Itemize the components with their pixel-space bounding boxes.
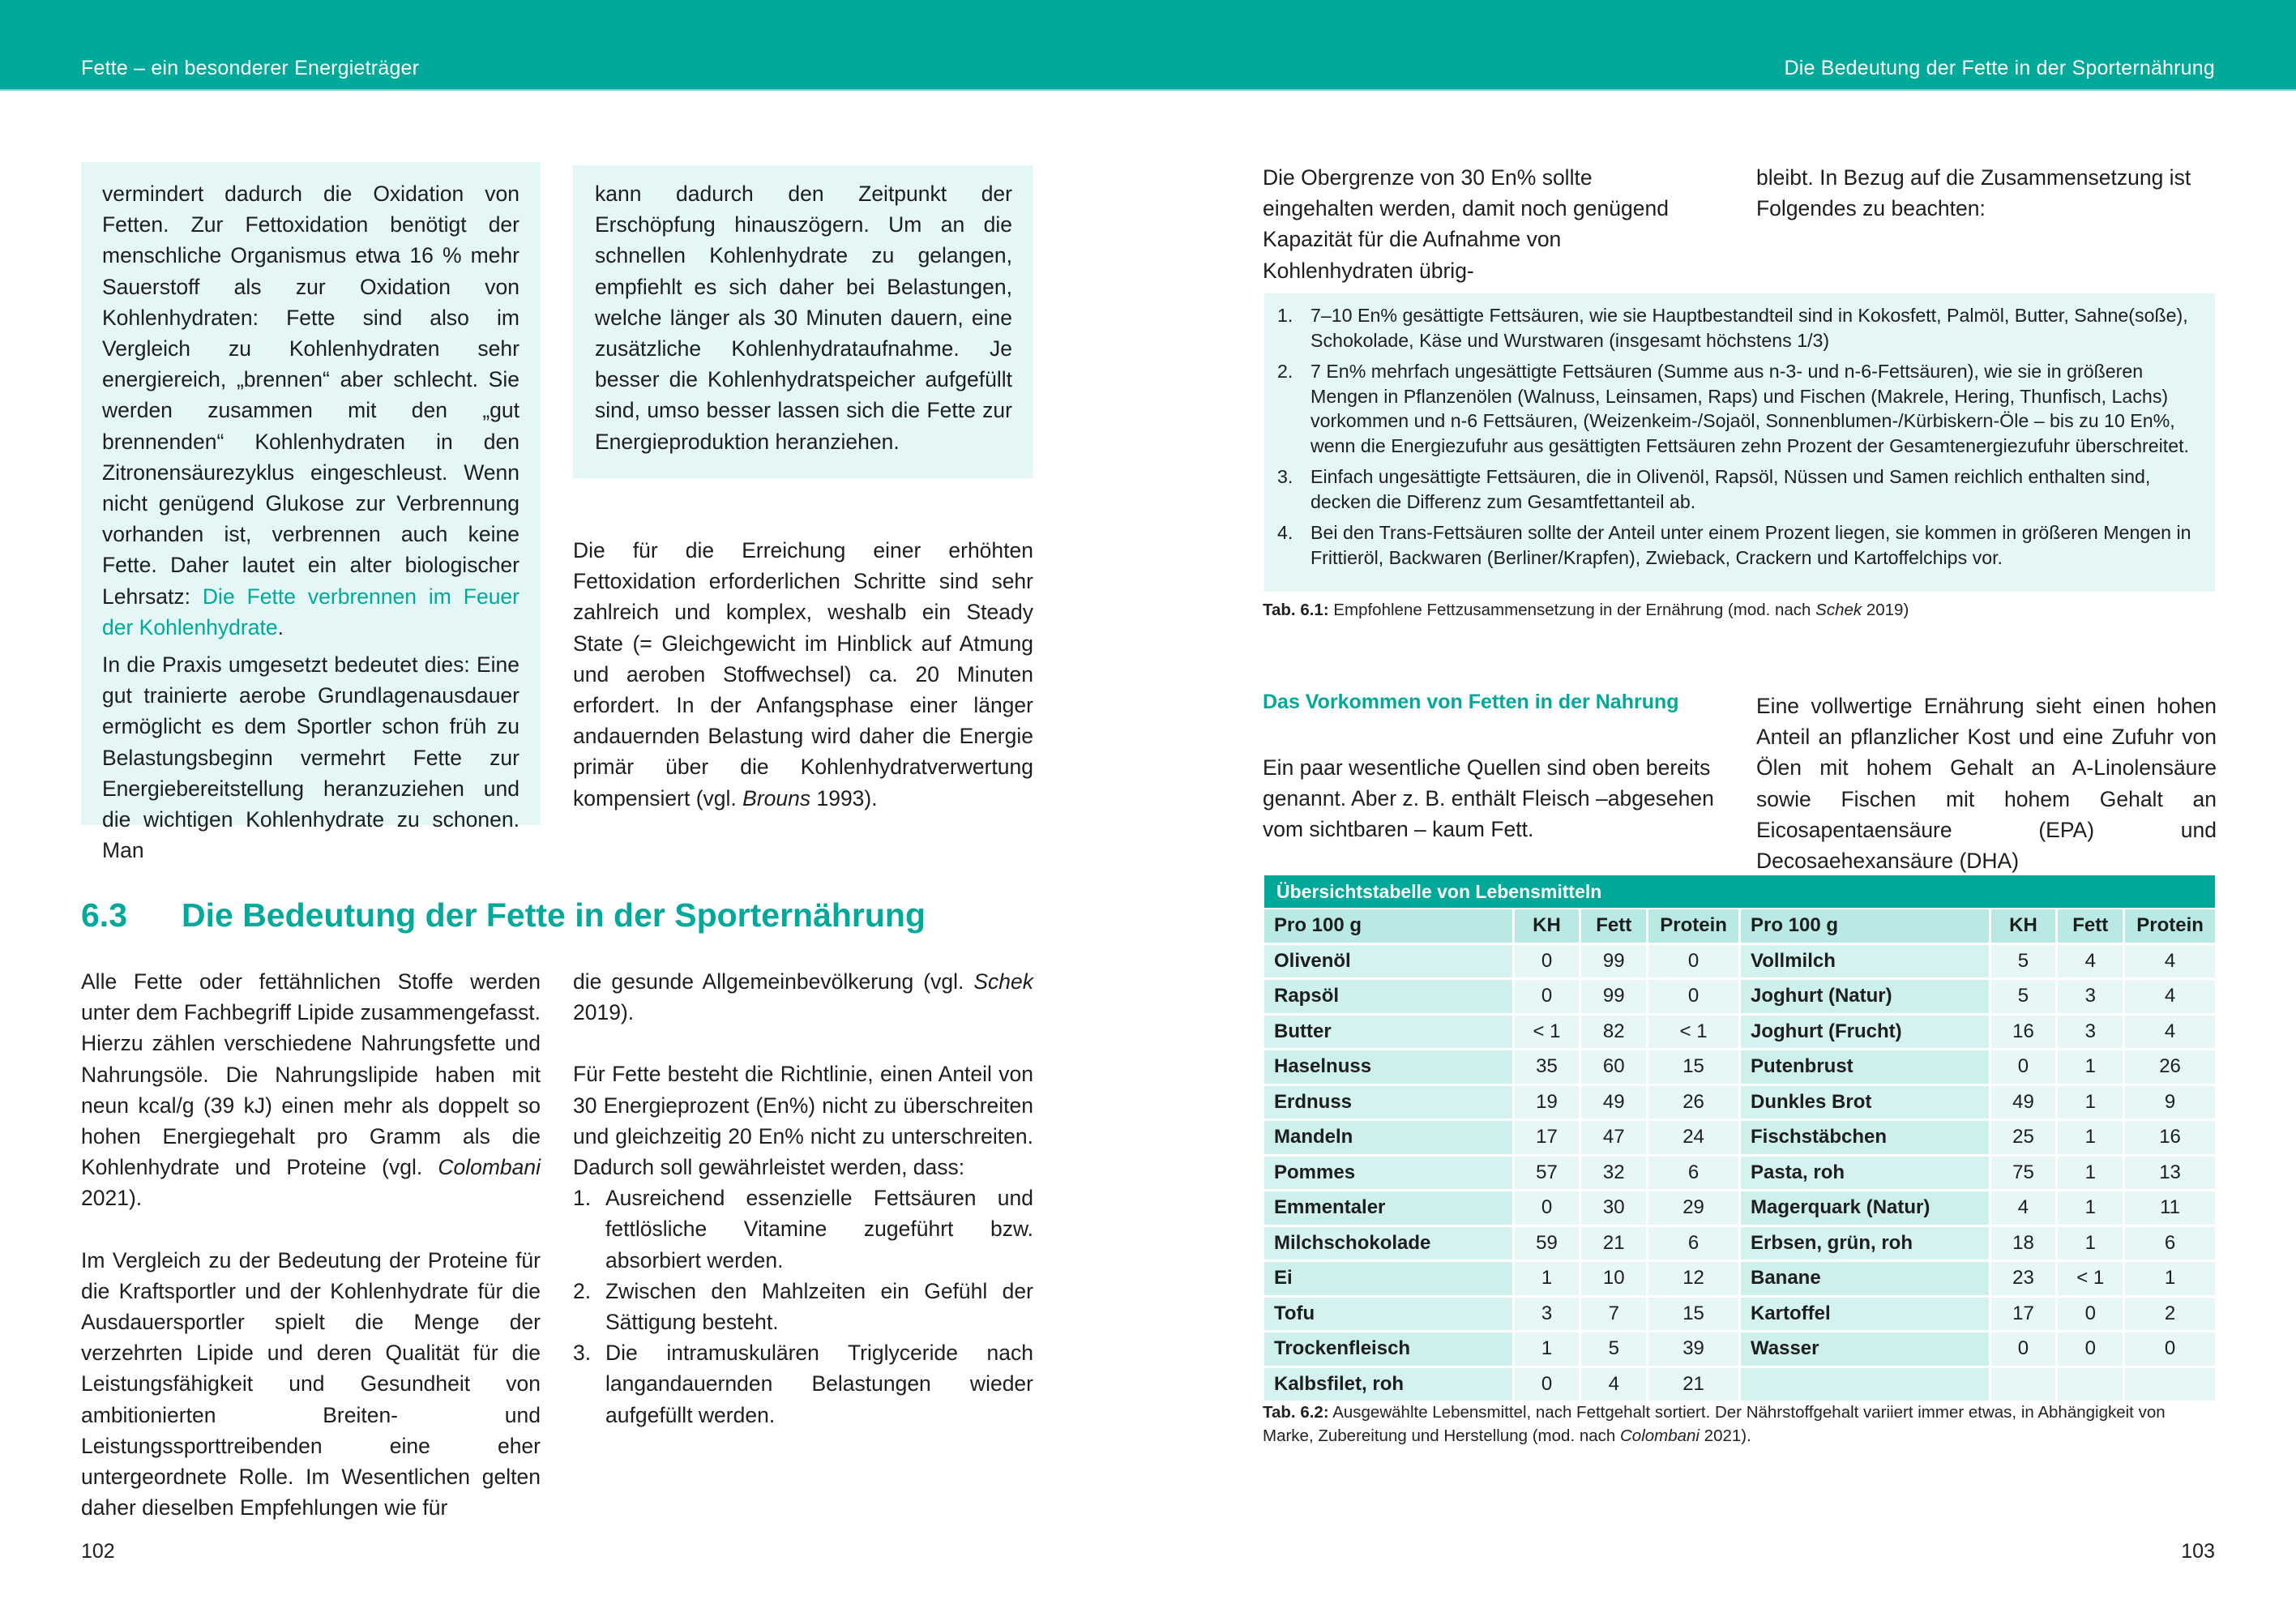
kh-cell: 0 [1515,980,1580,1013]
kh-cell: < 1 [1515,1016,1580,1049]
protein-cell: 16 [2125,1121,2215,1154]
kh-cell: 3 [1515,1298,1580,1331]
page-number-left: 102 [81,1540,115,1563]
col-header-fett: Fett [2058,909,2123,943]
list-item: 1. Ausreichend essenzielle Fettsäuren und fettlösliche Vitamine zugeführt bzw. absorbiert werden. [573,1186,1033,1272]
paragraph: die gesunde Allgemeinbevölkerung (vgl. Schek 2019). [573,969,1033,1025]
kh-cell: 0 [1991,1332,2056,1366]
table-row [1264,1016,2215,1049]
right-column-1-mid [1263,752,1725,845]
protein-cell: 6 [2125,1227,2215,1260]
paragraph: Die für die Erreichung einer erhöhten Fettoxidation erforderlichen Schritte sind sehr zahlreich und komplex, weshalb ein Steady State (= Gleichgewicht im Hinblick auf Atmung und aeroben Stoffwechsel) ca. 20 Minuten erfordert. In der Anfangsphase einer länger andauernden Belastung wird daher die Energie primär über die Kohlenhydratverwertung kompensiert (vgl. Brouns 1993). [573,538,1033,810]
protein-cell: 15 [1648,1298,1738,1331]
table-row [1264,945,2215,978]
food-name-cell: Butter [1264,1016,1512,1049]
fett-cell: 7 [1581,1298,1646,1331]
protein-cell: 9 [2125,1086,2215,1119]
fat-composition-table [1264,293,2215,592]
paragraph: vermindert dadurch die Oxidation von Fetten. Zur Fettoxidation benötigt der menschliche Organismus etwa 16 % mehr Sauerstoff als zur Oxidation von Kohlenhydraten: Fette sind also im Vergleich zu Kohlenhydraten sehr energiereich, „brennen“ aber schlecht. Sie werden zusammen mit den „gut brennenden“ Kohlenhydraten in den Zitronensäurezyklus eingeschleust. Wenn nicht genügend Glukose zur Verbrennung vorhanden ist, verbrennen auch keine Fette. Daher lautet ein alter biologischer Lehrsatz: Die Fette verbrennen im Feuer der Kohlenhydrate. [102,182,519,639]
food-name-cell: Joghurt (Natur) [1741,980,1989,1013]
food-name-cell: Kartoffel [1741,1298,1989,1331]
paragraph: Im Vergleich zu der Bedeutung der Proteine für die Kraftsportler und der Kohlenhydrate für die Ausdauersportler spielt die Menge der verzehrten Lipide und deren Qualität für die Leistungsfähigkeit und Gesundheit von ambitionierten Breiten- und Leistungssporttreibenden eine eher untergeordnete Rolle. Im Wesentlichen gelten daher dieselben Empfehlungen wie für [81,1247,541,1520]
kh-cell: 25 [1991,1121,2056,1154]
kh-cell: 0 [1515,1368,1580,1401]
col-header-food: Pro 100 g [1741,909,1989,943]
subsection-heading: Das Vorkommen von Fetten in der Nahrung [1263,691,1679,713]
requirements-list [573,1183,1033,1431]
info-box-2-text [595,178,1012,457]
right-column-2-top [1756,162,2218,224]
fett-cell: 99 [1581,945,1646,978]
fett-cell: 4 [2058,945,2123,978]
fett-cell: 1 [2058,1086,2123,1119]
food-name-cell: Joghurt (Frucht) [1741,1016,1989,1049]
header-chapter-title: Fette – ein besonderer Energieträger [81,57,420,79]
table-title: Übersichtstabelle von Lebensmitteln [1264,875,2215,908]
paragraph: Für Fette besteht die Richtlinie, einen Anteil von 30 Energieprozent (En%) nicht zu überschreiten und gleichzeitig 20 En% nicht zu unterschreiten. Dadurch soll gewährleistet werden, dass: [573,1062,1033,1180]
fett-cell: 3 [2058,1016,2123,1049]
table-6-1-caption: Tab. 6.1: Empfohlene Fettzusammensetzung in der Ernährung (mod. nach Schek 2019) [1263,601,1909,619]
kh-cell: 5 [1991,945,2056,978]
citation: Colombani [438,1155,541,1180]
protein-cell: 26 [1648,1086,1738,1119]
food-name-cell: Dunkles Brot [1741,1086,1989,1119]
kh-cell [1991,1368,2056,1401]
food-name-cell: Mandeln [1264,1121,1512,1154]
list-item: 2. 7 En% mehrfach ungesättigte Fettsäuren (Summe aus n-3- und n-6-Fettsäuren), wie sie in größeren Mengen in Pflanzenölen (Walnuss, Leinsamen, Raps) und Fischen (Makrele, Hering, Thunfisch, Lachs) vorkommen und n-6 Fettsäuren, (Weizenkeim-/Sojaöl, Sonnenblumen-/Kürbiskern-Öle – bis zu 10 En%, wenn die Energiezufuhr aus gesättigten Fettsäuren zehn Prozent der Gesamtenergiezufuhr überschreitet. [1277,361,2190,456]
food-name-cell: Vollmilch [1741,945,1989,978]
column-1-bottom [81,966,541,1523]
food-name-cell: Pommes [1264,1157,1512,1190]
protein-cell: 1 [2125,1262,2215,1295]
column-2-bottom [573,966,1033,1431]
food-name-cell [1741,1368,1989,1401]
fett-cell: 47 [1581,1121,1646,1154]
running-header [0,0,2296,91]
protein-cell: 15 [1648,1050,1738,1084]
fat-composition-list [1277,303,2199,570]
paragraph: Alle Fette oder fettähnlichen Stoffe werden unter dem Fachbegriff Lipide zusammengefasst. Hierzu zählen verschiedene Nahrungsfette und Nahrungsöle. Die Nahrungslipide haben mit neun kcal/g (39 kJ) einen mehr als doppelt so hohen Energiegehalt pro Gramm als die Kohlenhydrate und Proteine (vgl. Colombani 2021). [81,969,541,1211]
list-item: 2. Zwischen den Mahlzeiten ein Gefühl der Sättigung besteht. [573,1278,1033,1335]
table-row [1264,1368,2215,1401]
table-row [1264,1262,2215,1295]
fett-cell: 1 [2058,1191,2123,1225]
protein-cell: 0 [1648,980,1738,1013]
table-row [1264,1050,2215,1084]
protein-cell: 24 [1648,1121,1738,1154]
table-row [1264,1157,2215,1190]
kh-cell: 0 [1515,1191,1580,1225]
list-item: 4. Bei den Trans-Fettsäuren sollte der Anteil unter einem Prozent liegen, sie kommen in größeren Mengen in Frittieröl, Backwaren (Berliner/Krapfen), Zwieback, Crackern und Kartoffelchips vor. [1277,522,2191,568]
food-name-cell: Erdnuss [1264,1086,1512,1119]
protein-cell: 21 [1648,1368,1738,1401]
paragraph: bleibt. In Bezug auf die Zusammensetzung ist Folgendes zu beachten: [1756,165,2191,221]
fett-cell: 1 [2058,1157,2123,1190]
paragraph: Die Obergrenze von 30 En% sollte eingehalten werden, damit noch genügend Kapazität für die Aufnahme von Kohlenhydraten übrig- [1263,165,1669,283]
food-name-cell: Wasser [1741,1332,1989,1366]
protein-cell: 4 [2125,1016,2215,1049]
food-name-cell: Erbsen, grün, roh [1741,1227,1989,1260]
fett-cell: 5 [1581,1332,1646,1366]
food-overview-table [1264,875,2215,1403]
kh-cell: 23 [1991,1262,2056,1295]
list-item: 1. 7–10 En% gesättigte Fettsäuren, wie sie Hauptbestandteil sind in Kokosfett, Palmöl, Butter, Sahne(soße), Schokolade, Käse und Wurstwaren (insgesamt höchstens 1/3) [1277,305,2188,351]
fett-cell [2058,1368,2123,1401]
table-row [1264,1227,2215,1260]
food-name-cell: Olivenöl [1264,945,1512,978]
kh-cell: 49 [1991,1086,2056,1119]
header-section-title: Die Bedeutung der Fette in der Sporternährung [1784,57,2215,79]
protein-cell: 13 [2125,1157,2215,1190]
kh-cell: 5 [1991,980,2056,1013]
table-row [1264,1086,2215,1119]
protein-cell: 6 [1648,1157,1738,1190]
fett-cell: 1 [2058,1227,2123,1260]
table-header-row [1264,909,2215,943]
food-name-cell: Milchschokolade [1264,1227,1512,1260]
list-item: 3. Die intramuskulären Triglyceride nach langandauernden Belastungen wieder aufgefüllt werden. [573,1341,1033,1427]
kh-cell: 0 [1515,945,1580,978]
info-box-1-text [102,178,519,866]
kh-cell: 1 [1515,1332,1580,1366]
protein-cell: 0 [2125,1332,2215,1366]
table-row [1264,980,2215,1013]
fett-cell: 21 [1581,1227,1646,1260]
kh-cell: 0 [1991,1050,2056,1084]
table-row [1264,1298,2215,1331]
highlight-quote: Die Fette verbrennen im Feuer der Kohlenhydrate [102,584,519,639]
protein-cell: 4 [2125,945,2215,978]
paragraph: In die Praxis umgesetzt bedeutet dies: Eine gut trainierte aerobe Grundlagenausdauer ermöglicht es dem Sportler schon früh zu Belastungsbeginn vermehrt Fette zur Energiebereitstellung heranzuziehen und die wichtigen Kohlenhydrate zu schonen. Man [102,652,519,863]
citation: Schek [973,969,1033,994]
paragraph: Ein paar wesentliche Quellen sind oben bereits genannt. Aber z. B. enthält Fleisch –abgesehen vom sichtbaren – kaum Fett. [1263,755,1714,842]
food-name-cell: Haselnuss [1264,1050,1512,1084]
food-name-cell: Putenbrust [1741,1050,1989,1084]
protein-cell: 39 [1648,1332,1738,1366]
table-row [1264,1191,2215,1225]
col-header-kh: KH [1515,909,1580,943]
fett-cell: 99 [1581,980,1646,1013]
fett-cell: 49 [1581,1086,1646,1119]
table-6-2-caption: Tab. 6.2: Ausgewählte Lebensmittel, nach Fettgehalt sortiert. Der Nährstoffgehalt variiert immer etwas, in Abhängigkeit von Marke, Zubereitung und Herstellung (mod. nach Colombani 2021). [1263,1403,2166,1445]
right-column-1-top [1263,162,1704,286]
fett-cell: 4 [1581,1368,1646,1401]
table-row [1264,1121,2215,1154]
food-name-cell: Pasta, roh [1741,1157,1989,1190]
citation: Brouns [742,785,811,810]
table-row [1264,1332,2215,1366]
protein-cell: 11 [2125,1191,2215,1225]
col-header-kh: KH [1991,909,2056,943]
protein-cell: 2 [2125,1298,2215,1331]
protein-cell: 26 [2125,1050,2215,1084]
kh-cell: 18 [1991,1227,2056,1260]
col-header-protein: Protein [2125,909,2215,943]
protein-cell: 0 [1648,945,1738,978]
protein-cell: 4 [2125,980,2215,1013]
kh-cell: 19 [1515,1086,1580,1119]
food-name-cell: Kalbsfilet, roh [1264,1368,1512,1401]
fett-cell: 10 [1581,1262,1646,1295]
fett-cell: 3 [2058,980,2123,1013]
paragraph: kann dadurch den Zeitpunkt der Erschöpfung hinauszögern. Um an die schnellen Kohlenhydrate zu gelangen, empfiehlt es sich daher bei Belastungen, welche länger als 30 Minuten dauern, eine zusätzliche Kohlenhydrataufnahme. Je besser die Kohlenhydratspeicher aufgefüllt sind, umso besser lassen sich die Fette zur Energieproduktion heranziehen. [595,182,1012,454]
kh-cell: 4 [1991,1191,2056,1225]
fett-cell: 1 [2058,1121,2123,1154]
food-name-cell: Emmentaler [1264,1191,1512,1225]
col-header-fett: Fett [1581,909,1646,943]
fett-cell: 30 [1581,1191,1646,1225]
kh-cell: 59 [1515,1227,1580,1260]
section-heading [81,896,926,935]
kh-cell: 35 [1515,1050,1580,1084]
section-title: Die Bedeutung der Fette in der Sporternährung [182,896,926,934]
protein-cell [2125,1368,2215,1401]
fett-cell: 32 [1581,1157,1646,1190]
section-number: 6.3 [81,896,127,934]
fett-cell: 0 [2058,1332,2123,1366]
kh-cell: 16 [1991,1016,2056,1049]
kh-cell: 17 [1991,1298,2056,1331]
kh-cell: 57 [1515,1157,1580,1190]
col-header-protein: Protein [1648,909,1738,943]
food-name-cell: Tofu [1264,1298,1512,1331]
protein-cell: 29 [1648,1191,1738,1225]
paragraph: Eine vollwertige Ernährung sieht einen hohen Anteil an pflanzlicher Kost und eine Zufuhr von Ölen mit hohem Gehalt an A-Linolensäure sowie Fischen mit hohem Gehalt an Eicosapentaensäure (EPA) und Decosaehexansäure (DHA) [1756,694,2217,874]
fett-cell: 1 [2058,1050,2123,1084]
food-name-cell: Trockenfleisch [1264,1332,1512,1366]
fett-cell: < 1 [2058,1262,2123,1295]
fett-cell: 82 [1581,1016,1646,1049]
kh-cell: 1 [1515,1262,1580,1295]
food-name-cell: Ei [1264,1262,1512,1295]
food-name-cell: Rapsöl [1264,980,1512,1013]
protein-cell: 12 [1648,1262,1738,1295]
col-header-food: Pro 100 g [1264,909,1512,943]
kh-cell: 75 [1991,1157,2056,1190]
page-number-right: 103 [2181,1540,2215,1563]
right-column-2-mid [1756,691,2217,876]
fett-cell: 0 [2058,1298,2123,1331]
kh-cell: 17 [1515,1121,1580,1154]
food-name-cell: Magerquark (Natur) [1741,1191,1989,1225]
fett-cell: 60 [1581,1050,1646,1084]
food-name-cell: Fischstäbchen [1741,1121,1989,1154]
list-item: 3. Einfach ungesättigte Fettsäuren, die in Olivenöl, Rapsöl, Nüssen und Samen reichlich enthalten sind, decken die Differenz zum Gesamtfettanteil ab. [1277,466,2151,512]
nutrition-table [1262,907,2217,1403]
protein-cell: < 1 [1648,1016,1738,1049]
column-2-mid [573,535,1033,814]
protein-cell: 6 [1648,1227,1738,1260]
food-name-cell: Banane [1741,1262,1989,1295]
